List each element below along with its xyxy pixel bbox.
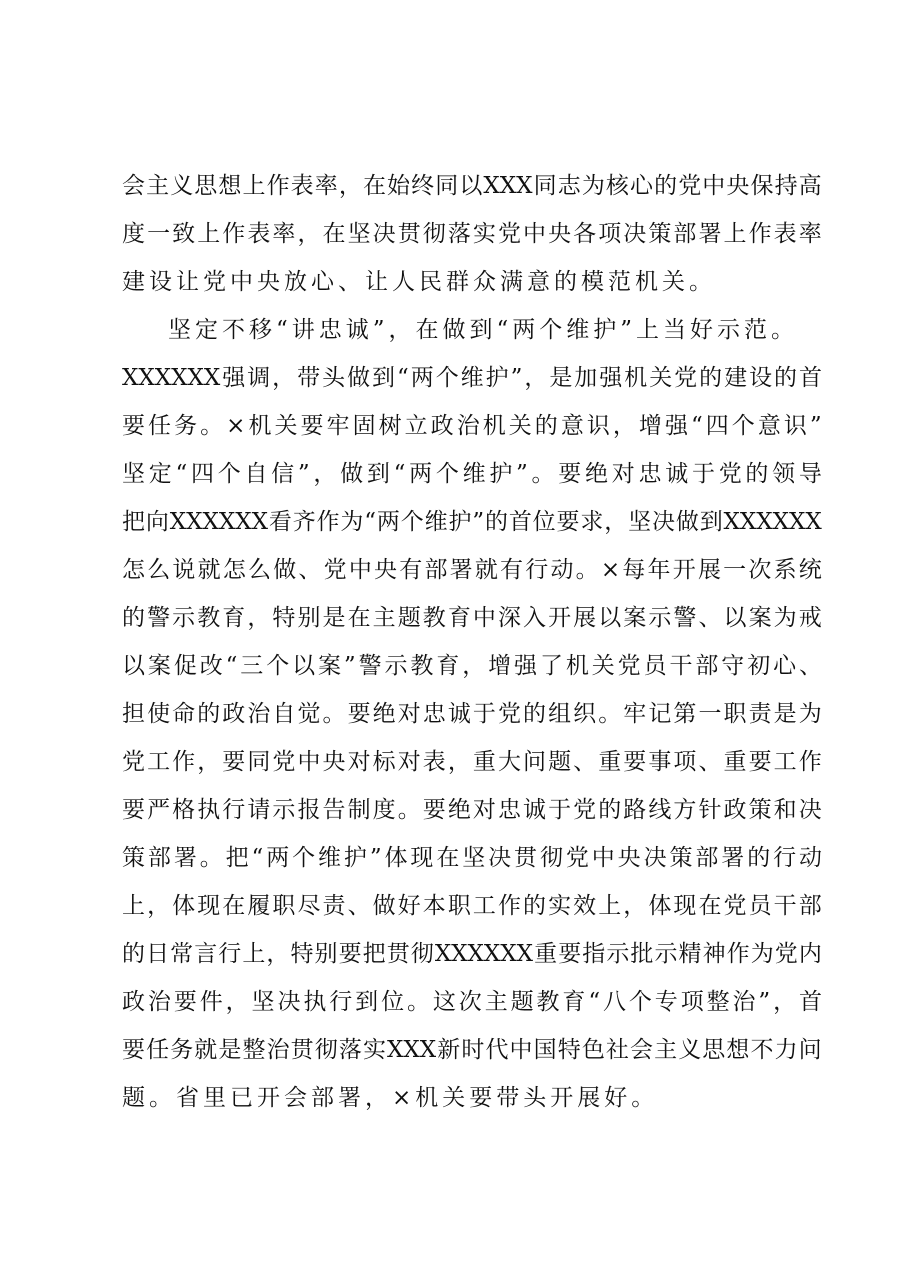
text-line: 要 任 务 就 是 整 治 贯 彻 落 实 XXX 新 时 代 中 国 特 色 社 会 主 义 思 想 不 力 问	[122, 1037, 822, 1063]
text-line: 怎 么 说 就 怎 么 做 、 党 中 央 有 部 署 就 有 行 动 。 × 每 年 开 展 一 次 系 统	[122, 557, 822, 583]
text-line: 要 任 务 。 × 机 关 要 牢 固 树 立 政 治 机 关 的 意 识 ， 增 强 “ 四 个 意 识 ”	[122, 413, 822, 439]
text-line: 坚 定 “ 四 个 自 信 ” ， 做 到 “ 两 个 维 护 ” 。 要 绝 对 忠 诚 于 党 的 领 导	[122, 461, 822, 487]
paragraph-first-line: 坚定不移“讲忠诚”，在做到“两个维护”上当好示范。	[168, 317, 799, 343]
text-line: 上 ， 体 现 在 履 职 尽 责 、 做 好 本 职 工 作 的 实 效 上 ， 体 现 在 党 员 干 部	[122, 893, 822, 919]
text-line: 党 工 作 ， 要 同 党 中 央 对 标 对 表 ， 重 大 问 题 、 重 要 事 项 、 重 要 工 作	[122, 749, 822, 775]
text-line: 的 警 示 教 育 ， 特 别 是 在 主 题 教 育 中 深 入 开 展 以 案 示 警 、 以 案 为 戒	[122, 605, 822, 631]
document-body	[122, 162, 822, 1122]
text-line: 要 严 格 执 行 请 示 报 告 制 度 。 要 绝 对 忠 诚 于 党 的 路 线 方 针 政 策 和 决	[122, 797, 822, 823]
text-line: 把 向 XXXXXX 看 齐 作 为 “ 两 个 维 护 ” 的 首 位 要 求 ， 坚 决 做 到 XXXXXX	[122, 509, 822, 535]
text-line: 题。省里已开会部署，×机关要带头开展好。	[122, 1085, 659, 1111]
text-line: 度 一 致 上 作 表 率 ， 在 坚 决 贯 彻 落 实 党 中 央 各 项 决 策 部 署 上 作 表 率	[122, 221, 822, 247]
text-line: XXXXXX 强 调 ， 带 头 做 到 “ 两 个 维 护 ” ， 是 加 强 机 关 党 的 建 设 的 首	[122, 365, 822, 391]
text-line: 以 案 促 改 “ 三 个 以 案 ” 警 示 教 育 ， 增 强 了 机 关 党 员 干 部 守 初 心 、	[122, 653, 822, 679]
text-line: 建设让党中央放心、让人民群众满意的模范机关。	[122, 269, 716, 295]
text-line: 担 使 命 的 政 治 自 觉 。 要 绝 对 忠 诚 于 党 的 组 织 。 牢 记 第 一 职 责 是 为	[122, 701, 822, 727]
text-line: 的 日 常 言 行 上 ， 特 别 要 把 贯 彻 XXXXXX 重 要 指 示 批 示 精 神 作 为 党 内	[122, 941, 822, 967]
text-line: 政 治 要 件 ， 坚 决 执 行 到 位 。 这 次 主 题 教 育 “ 八 个 专 项 整 治 ” ， 首	[122, 989, 822, 1015]
text-line: 策 部 署 。 把 “ 两 个 维 护 ” 体 现 在 坚 决 贯 彻 党 中 央 决 策 部 署 的 行 动	[122, 845, 822, 871]
text-line: 会 主 义 思 想 上 作 表 率 ， 在 始 终 同 以 XXX 同 志 为 核 心 的 党 中 央 保 持 高	[122, 173, 822, 199]
